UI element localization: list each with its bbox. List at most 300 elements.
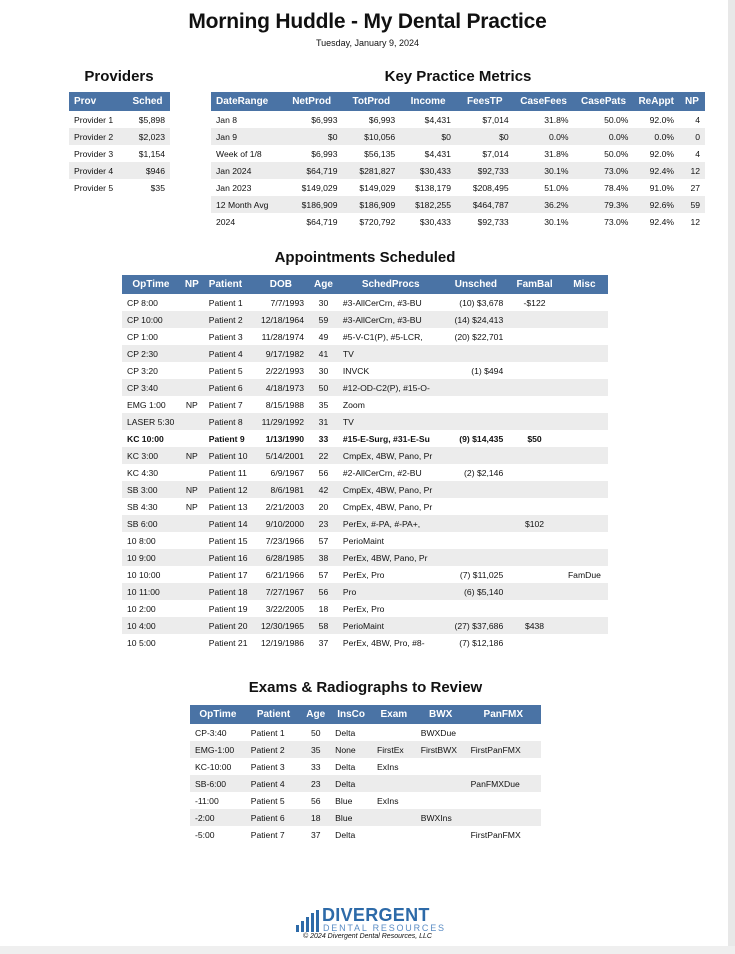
table-cell: SB 3:00: [122, 481, 180, 498]
table-row: [190, 724, 541, 741]
table-cell: [561, 583, 608, 600]
appointments-col-age: Age: [309, 275, 338, 294]
appointments-title: Appointments Scheduled: [274, 249, 456, 266]
table-cell: Patient 9: [208, 433, 245, 444]
table-row: [69, 128, 170, 145]
table-cell: Patient 15: [208, 535, 248, 546]
table-cell: -5:00: [195, 829, 215, 840]
table-cell: [561, 549, 608, 566]
table-cell: 22: [309, 447, 338, 464]
table-cell: Delta: [330, 775, 372, 792]
table-cell: 41: [309, 345, 338, 362]
table-cell: $182,255: [400, 196, 456, 213]
table-cell: NP: [180, 447, 204, 464]
table-cell: KC 10:00: [127, 433, 164, 444]
table-row: [122, 532, 608, 549]
table-row: [211, 111, 705, 128]
table-row: [122, 634, 608, 651]
table-cell: $1,154: [138, 148, 165, 159]
table-cell: CP-3:40: [195, 727, 227, 738]
table-row: [211, 196, 705, 213]
table-cell: PerEx, #-PA, #-PA+,: [338, 515, 444, 532]
table-cell: 42: [309, 481, 338, 498]
table-cell: $0: [400, 128, 456, 145]
appointments-col-fambal: FamBal: [508, 275, 561, 294]
table-cell: CP 3:40: [122, 379, 180, 396]
table-cell: 6/21/1966: [265, 569, 304, 580]
table-cell: CP 3:20: [127, 365, 158, 376]
table-row: [122, 311, 608, 328]
table-cell: $438: [508, 617, 561, 634]
table-cell: $92,733: [456, 162, 514, 179]
table-cell: #3-AllCerCrn, #3-BU: [342, 297, 422, 308]
table-cell: PerEx, Pro: [342, 603, 385, 614]
table-cell: [508, 362, 561, 379]
table-row: [122, 549, 608, 566]
table-cell: 1/13/1990: [265, 433, 304, 444]
table-cell: $946: [125, 162, 170, 179]
providers-title: Providers: [84, 68, 154, 85]
table-cell: [372, 826, 416, 843]
table-cell: PerEx, 4BW, Pro, #8-: [342, 637, 425, 648]
table-cell: 37: [310, 829, 321, 840]
table-cell: PerioMaint: [338, 617, 444, 634]
table-cell: Patient 8: [204, 413, 253, 430]
table-cell: [372, 809, 416, 826]
table-cell: [416, 758, 466, 775]
table-cell: 57: [318, 569, 329, 580]
table-cell: 73.0%: [604, 216, 629, 227]
table-cell: Zoom: [342, 399, 365, 410]
table-cell: 0.0%: [514, 128, 574, 145]
table-cell: 91.0%: [649, 182, 674, 193]
table-cell: [561, 362, 608, 379]
table-cell: $186,909: [281, 196, 343, 213]
table-cell: $281,827: [342, 162, 400, 179]
table-row: [122, 498, 608, 515]
table-cell: 9/17/1982: [253, 345, 309, 362]
table-cell: 12: [679, 162, 705, 179]
bar-chart-icon: [296, 910, 320, 932]
table-cell: 37: [318, 637, 329, 648]
table-cell: 38: [309, 549, 338, 566]
table-row: [190, 792, 541, 809]
table-cell: [508, 634, 561, 651]
table-cell: BWXIns: [416, 809, 466, 826]
table-cell: $10,056: [342, 128, 400, 145]
table-cell: 7/23/1966: [265, 535, 304, 546]
table-cell: [508, 464, 561, 481]
table-cell: -2:00: [190, 809, 246, 826]
table-row: [122, 430, 608, 447]
table-cell: 10 11:00: [122, 583, 180, 600]
exams-col-panfmx: PanFMX: [466, 705, 541, 724]
table-cell: SB 6:00: [122, 515, 180, 532]
table-cell: $6,993: [311, 148, 338, 159]
table-cell: Patient 19: [208, 603, 248, 614]
metrics-col-reappt: ReAppt: [633, 92, 679, 111]
table-cell: 50.0%: [604, 114, 629, 125]
table-cell: [180, 413, 204, 430]
table-cell: [561, 464, 608, 481]
table-cell: 49: [318, 331, 329, 342]
table-cell: [416, 792, 466, 809]
table-cell: CmpEx, 4BW, Pano, Pr: [338, 447, 444, 464]
table-cell: Week of 1/8: [216, 148, 262, 159]
table-row: [122, 362, 608, 379]
table-cell: Patient 3: [250, 761, 285, 772]
table-cell: [444, 413, 509, 430]
table-cell: [180, 634, 204, 651]
table-cell: BWXDue: [420, 727, 457, 738]
table-cell: Patient 4: [204, 345, 253, 362]
table-cell: 11/29/1992: [253, 413, 309, 430]
table-cell: [508, 379, 561, 396]
providers-header-row: [69, 92, 170, 111]
metrics-title: Key Practice Metrics: [384, 68, 532, 85]
table-cell: [561, 396, 608, 413]
appointments-col-np: NP: [180, 275, 204, 294]
table-cell: [180, 328, 204, 345]
table-cell: -11:00: [195, 795, 219, 806]
metrics-col-totprod: TotProd: [342, 92, 400, 111]
table-cell: [508, 447, 561, 464]
table-cell: Patient 2: [246, 741, 302, 758]
table-cell: [180, 311, 204, 328]
table-cell: Patient 5: [208, 365, 243, 376]
table-cell: 33: [318, 433, 329, 444]
table-cell: Jan 2023: [216, 182, 252, 193]
table-cell: Provider 1: [74, 114, 114, 125]
table-cell: Patient 7: [208, 399, 243, 410]
table-cell: 8/6/1981: [253, 481, 309, 498]
table-cell: ExIns: [377, 761, 399, 772]
table-cell: [466, 809, 541, 826]
table-cell: $7,014: [482, 148, 509, 159]
table-row: [122, 515, 608, 532]
table-row: [211, 179, 705, 196]
table-row: [122, 583, 608, 600]
table-cell: 57: [318, 535, 329, 546]
table-cell: [372, 775, 416, 792]
table-cell: NP: [185, 501, 198, 512]
table-cell: 4: [695, 148, 700, 159]
table-cell: 11/28/1974: [261, 331, 304, 342]
table-cell: $56,135: [364, 148, 396, 159]
table-cell: $0: [281, 128, 343, 145]
table-cell: (10) $3,678: [459, 297, 504, 308]
table-cell: NP: [185, 399, 198, 410]
table-cell: Provider 3: [74, 148, 114, 159]
table-cell: 56: [310, 795, 321, 806]
table-cell: Patient 7: [250, 829, 285, 840]
table-cell: 31: [309, 413, 338, 430]
table-cell: PerEx, 4BW, Pano, Pr: [338, 549, 444, 566]
table-cell: [561, 498, 608, 515]
table-row: [122, 294, 608, 311]
table-cell: 2024: [216, 216, 236, 227]
table-cell: [444, 396, 509, 413]
table-cell: $30,433: [419, 216, 451, 227]
table-cell: 4/18/1973: [253, 379, 309, 396]
table-cell: 30: [318, 365, 329, 376]
table-cell: 7/7/1993: [270, 297, 304, 308]
table-cell: Patient 13: [208, 501, 248, 512]
table-cell: [561, 617, 608, 634]
appointments-col-unsched: Unsched: [444, 275, 509, 294]
table-row: [190, 826, 541, 843]
table-cell: $92,733: [477, 216, 509, 227]
table-cell: [444, 600, 509, 617]
table-cell: Patient 17: [208, 569, 248, 580]
metrics-header-row: [211, 92, 705, 111]
table-cell: [444, 379, 509, 396]
table-cell: $102: [508, 515, 561, 532]
exams-col-insco: InsCo: [330, 705, 372, 724]
table-cell: Delta: [335, 727, 356, 738]
table-cell: $4,431: [424, 148, 451, 159]
table-cell: EMG-1:00: [190, 741, 246, 758]
table-cell: #12-OD-C2(P), #15-O-: [338, 379, 444, 396]
table-cell: [561, 430, 608, 447]
table-row: [122, 396, 608, 413]
table-cell: 2/22/1993: [265, 365, 304, 376]
table-cell: FamDue: [567, 569, 601, 580]
table-cell: 10 9:00: [122, 549, 180, 566]
table-cell: [444, 498, 509, 515]
table-cell: (14) $24,413: [444, 311, 509, 328]
table-cell: Blue: [330, 809, 372, 826]
table-cell: PerioMaint: [342, 535, 384, 546]
table-row: [122, 481, 608, 498]
table-cell: 0: [679, 128, 705, 145]
table-cell: FirstPanFMX: [470, 829, 521, 840]
table-cell: LASER 5:30: [122, 413, 180, 430]
table-cell: [180, 549, 204, 566]
table-cell: [561, 532, 608, 549]
appointments-col-patient: Patient: [204, 275, 253, 294]
table-row: [122, 447, 608, 464]
table-cell: 50.0%: [604, 148, 629, 159]
table-row: [122, 328, 608, 345]
table-cell: 12/19/1986: [260, 637, 304, 648]
table-cell: Blue: [335, 795, 353, 806]
table-cell: 56: [318, 467, 329, 478]
table-cell: Patient 6: [204, 379, 253, 396]
table-cell: [561, 600, 608, 617]
table-cell: [561, 311, 608, 328]
appointments-col-misc: Misc: [561, 275, 608, 294]
table-cell: [180, 294, 204, 311]
page-title: Morning Huddle - My Dental Practice: [188, 10, 547, 33]
appointments-col-schedprocs: SchedProcs: [338, 275, 444, 294]
table-cell: [508, 481, 561, 498]
table-row: [69, 111, 170, 128]
table-row: [122, 345, 608, 362]
table-cell: [180, 515, 204, 532]
table-cell: (1) $494: [471, 365, 504, 376]
table-cell: 31.8%: [544, 114, 569, 125]
table-cell: 31.8%: [544, 148, 569, 159]
metrics-col-netprod: NetProd: [281, 92, 343, 111]
table-cell: 30.1%: [514, 162, 574, 179]
table-cell: [508, 345, 561, 362]
table-cell: Patient 5: [250, 795, 285, 806]
metrics-col-casepats: CasePats: [574, 92, 634, 111]
table-cell: $138,179: [415, 182, 451, 193]
table-cell: CP 8:00: [127, 297, 158, 308]
table-row: [190, 775, 541, 792]
table-cell: [508, 498, 561, 515]
table-cell: Patient 16: [204, 549, 253, 566]
table-cell: (27) $37,686: [444, 617, 509, 634]
table-cell: Patient 4: [246, 775, 302, 792]
table-cell: 30: [318, 297, 329, 308]
table-cell: 20: [318, 501, 329, 512]
table-cell: 10 5:00: [127, 637, 156, 648]
table-cell: 10 8:00: [127, 535, 156, 546]
table-cell: 59: [309, 311, 338, 328]
table-cell: 51.0%: [544, 182, 569, 193]
metrics-col-feestp: FeesTP: [456, 92, 514, 111]
table-cell: 0.0%: [633, 128, 679, 145]
table-cell: Jan 8: [216, 114, 238, 125]
table-cell: SB 4:30: [127, 501, 158, 512]
table-cell: Provider 2: [69, 128, 125, 145]
table-cell: FirstEx: [372, 741, 416, 758]
table-cell: 18: [318, 603, 329, 614]
table-cell: $208,495: [472, 182, 509, 193]
table-cell: 27: [690, 182, 700, 193]
table-cell: [508, 413, 561, 430]
table-cell: [561, 447, 608, 464]
table-cell: 10 10:00: [127, 569, 161, 580]
table-cell: Delta: [335, 829, 356, 840]
table-cell: [466, 758, 541, 775]
table-cell: 3/22/2005: [265, 603, 304, 614]
table-cell: $50: [527, 433, 542, 444]
table-cell: KC-10:00: [195, 761, 232, 772]
table-cell: [180, 566, 204, 583]
table-cell: CP 10:00: [122, 311, 180, 328]
table-cell: 4: [695, 114, 700, 125]
table-cell: $64,719: [281, 162, 343, 179]
table-cell: #2-AllCerCrn, #2-BU: [342, 467, 422, 478]
table-cell: 92.4%: [633, 162, 679, 179]
table-cell: 10 4:00: [122, 617, 180, 634]
table-cell: $30,433: [400, 162, 456, 179]
table-cell: [444, 447, 509, 464]
table-cell: $7,014: [482, 114, 509, 125]
copyright: © 2024 Divergent Dental Resources, LLC: [303, 933, 432, 940]
table-cell: Pro: [338, 583, 444, 600]
table-cell: 30.1%: [544, 216, 569, 227]
table-cell: Patient 21: [208, 637, 248, 648]
table-cell: $6,993: [368, 114, 396, 125]
table-cell: 12/30/1965: [253, 617, 309, 634]
appointments-table: [122, 275, 608, 651]
table-cell: -$122: [523, 297, 546, 308]
table-cell: 33: [310, 761, 321, 772]
table-cell: [466, 792, 541, 809]
table-cell: #3-AllCerCrn, #3-BU: [338, 311, 444, 328]
table-cell: 6/9/1967: [270, 467, 304, 478]
table-cell: [508, 328, 561, 345]
page-edge: [728, 0, 735, 954]
table-cell: TV: [338, 345, 444, 362]
appointments-header-row: [122, 275, 608, 294]
table-cell: Jan 2024: [211, 162, 281, 179]
metrics-col-income: Income: [400, 92, 456, 111]
table-cell: 9/10/2000: [253, 515, 309, 532]
appointments-col-dob: DOB: [253, 275, 309, 294]
table-row: [190, 758, 541, 775]
table-cell: 12: [690, 216, 700, 227]
table-cell: 12/18/1964: [253, 311, 309, 328]
table-cell: ExIns: [377, 795, 399, 806]
table-cell: 0.0%: [574, 128, 634, 145]
table-cell: [444, 532, 509, 549]
table-row: [190, 809, 541, 826]
metrics-col-daterange: DateRange: [211, 92, 281, 111]
table-cell: [508, 532, 561, 549]
table-cell: [372, 724, 416, 741]
table-cell: 36.2%: [514, 196, 574, 213]
table-cell: [508, 566, 561, 583]
table-cell: 50: [309, 379, 338, 396]
table-cell: Patient 11: [208, 467, 247, 478]
table-cell: (2) $2,146: [464, 467, 504, 478]
exams-col-bwx: BWX: [416, 705, 466, 724]
logo-sub-text: DENTAL RESOURCES: [323, 923, 446, 933]
table-cell: Delta: [335, 761, 356, 772]
table-cell: 35: [318, 399, 329, 410]
table-cell: [180, 617, 204, 634]
table-cell: $64,719: [306, 216, 338, 227]
table-cell: (20) $22,701: [454, 331, 504, 342]
table-cell: 8/15/1988: [265, 399, 304, 410]
exams-col-age: Age: [301, 705, 330, 724]
table-cell: 50: [310, 727, 321, 738]
table-cell: [180, 532, 204, 549]
providers-col-sched: Sched: [125, 92, 170, 111]
table-cell: [444, 345, 509, 362]
table-cell: EMG 1:00: [127, 399, 166, 410]
table-cell: Patient 1: [250, 727, 285, 738]
table-cell: 79.3%: [574, 196, 634, 213]
table-cell: 73.0%: [574, 162, 634, 179]
appointments-col-optime: OpTime: [122, 275, 180, 294]
table-cell: [180, 600, 204, 617]
table-cell: FirstPanFMX: [466, 741, 541, 758]
table-cell: 35: [301, 741, 330, 758]
table-cell: [416, 826, 466, 843]
table-cell: 5/14/2001: [253, 447, 309, 464]
table-cell: $4,431: [424, 114, 451, 125]
table-cell: Patient 12: [204, 481, 253, 498]
providers-table: [69, 92, 170, 196]
table-cell: $149,029: [301, 182, 338, 193]
table-cell: [508, 549, 561, 566]
table-cell: 92.4%: [649, 216, 674, 227]
metrics-col-casefees: CaseFees: [514, 92, 574, 111]
table-cell: SB-6:00: [190, 775, 246, 792]
table-cell: [444, 549, 509, 566]
table-cell: Patient 1: [208, 297, 243, 308]
table-cell: Provider 5: [74, 182, 114, 193]
table-cell: CmpEx, 4BW, Pano, Pr: [338, 481, 444, 498]
table-cell: Patient 10: [204, 447, 253, 464]
